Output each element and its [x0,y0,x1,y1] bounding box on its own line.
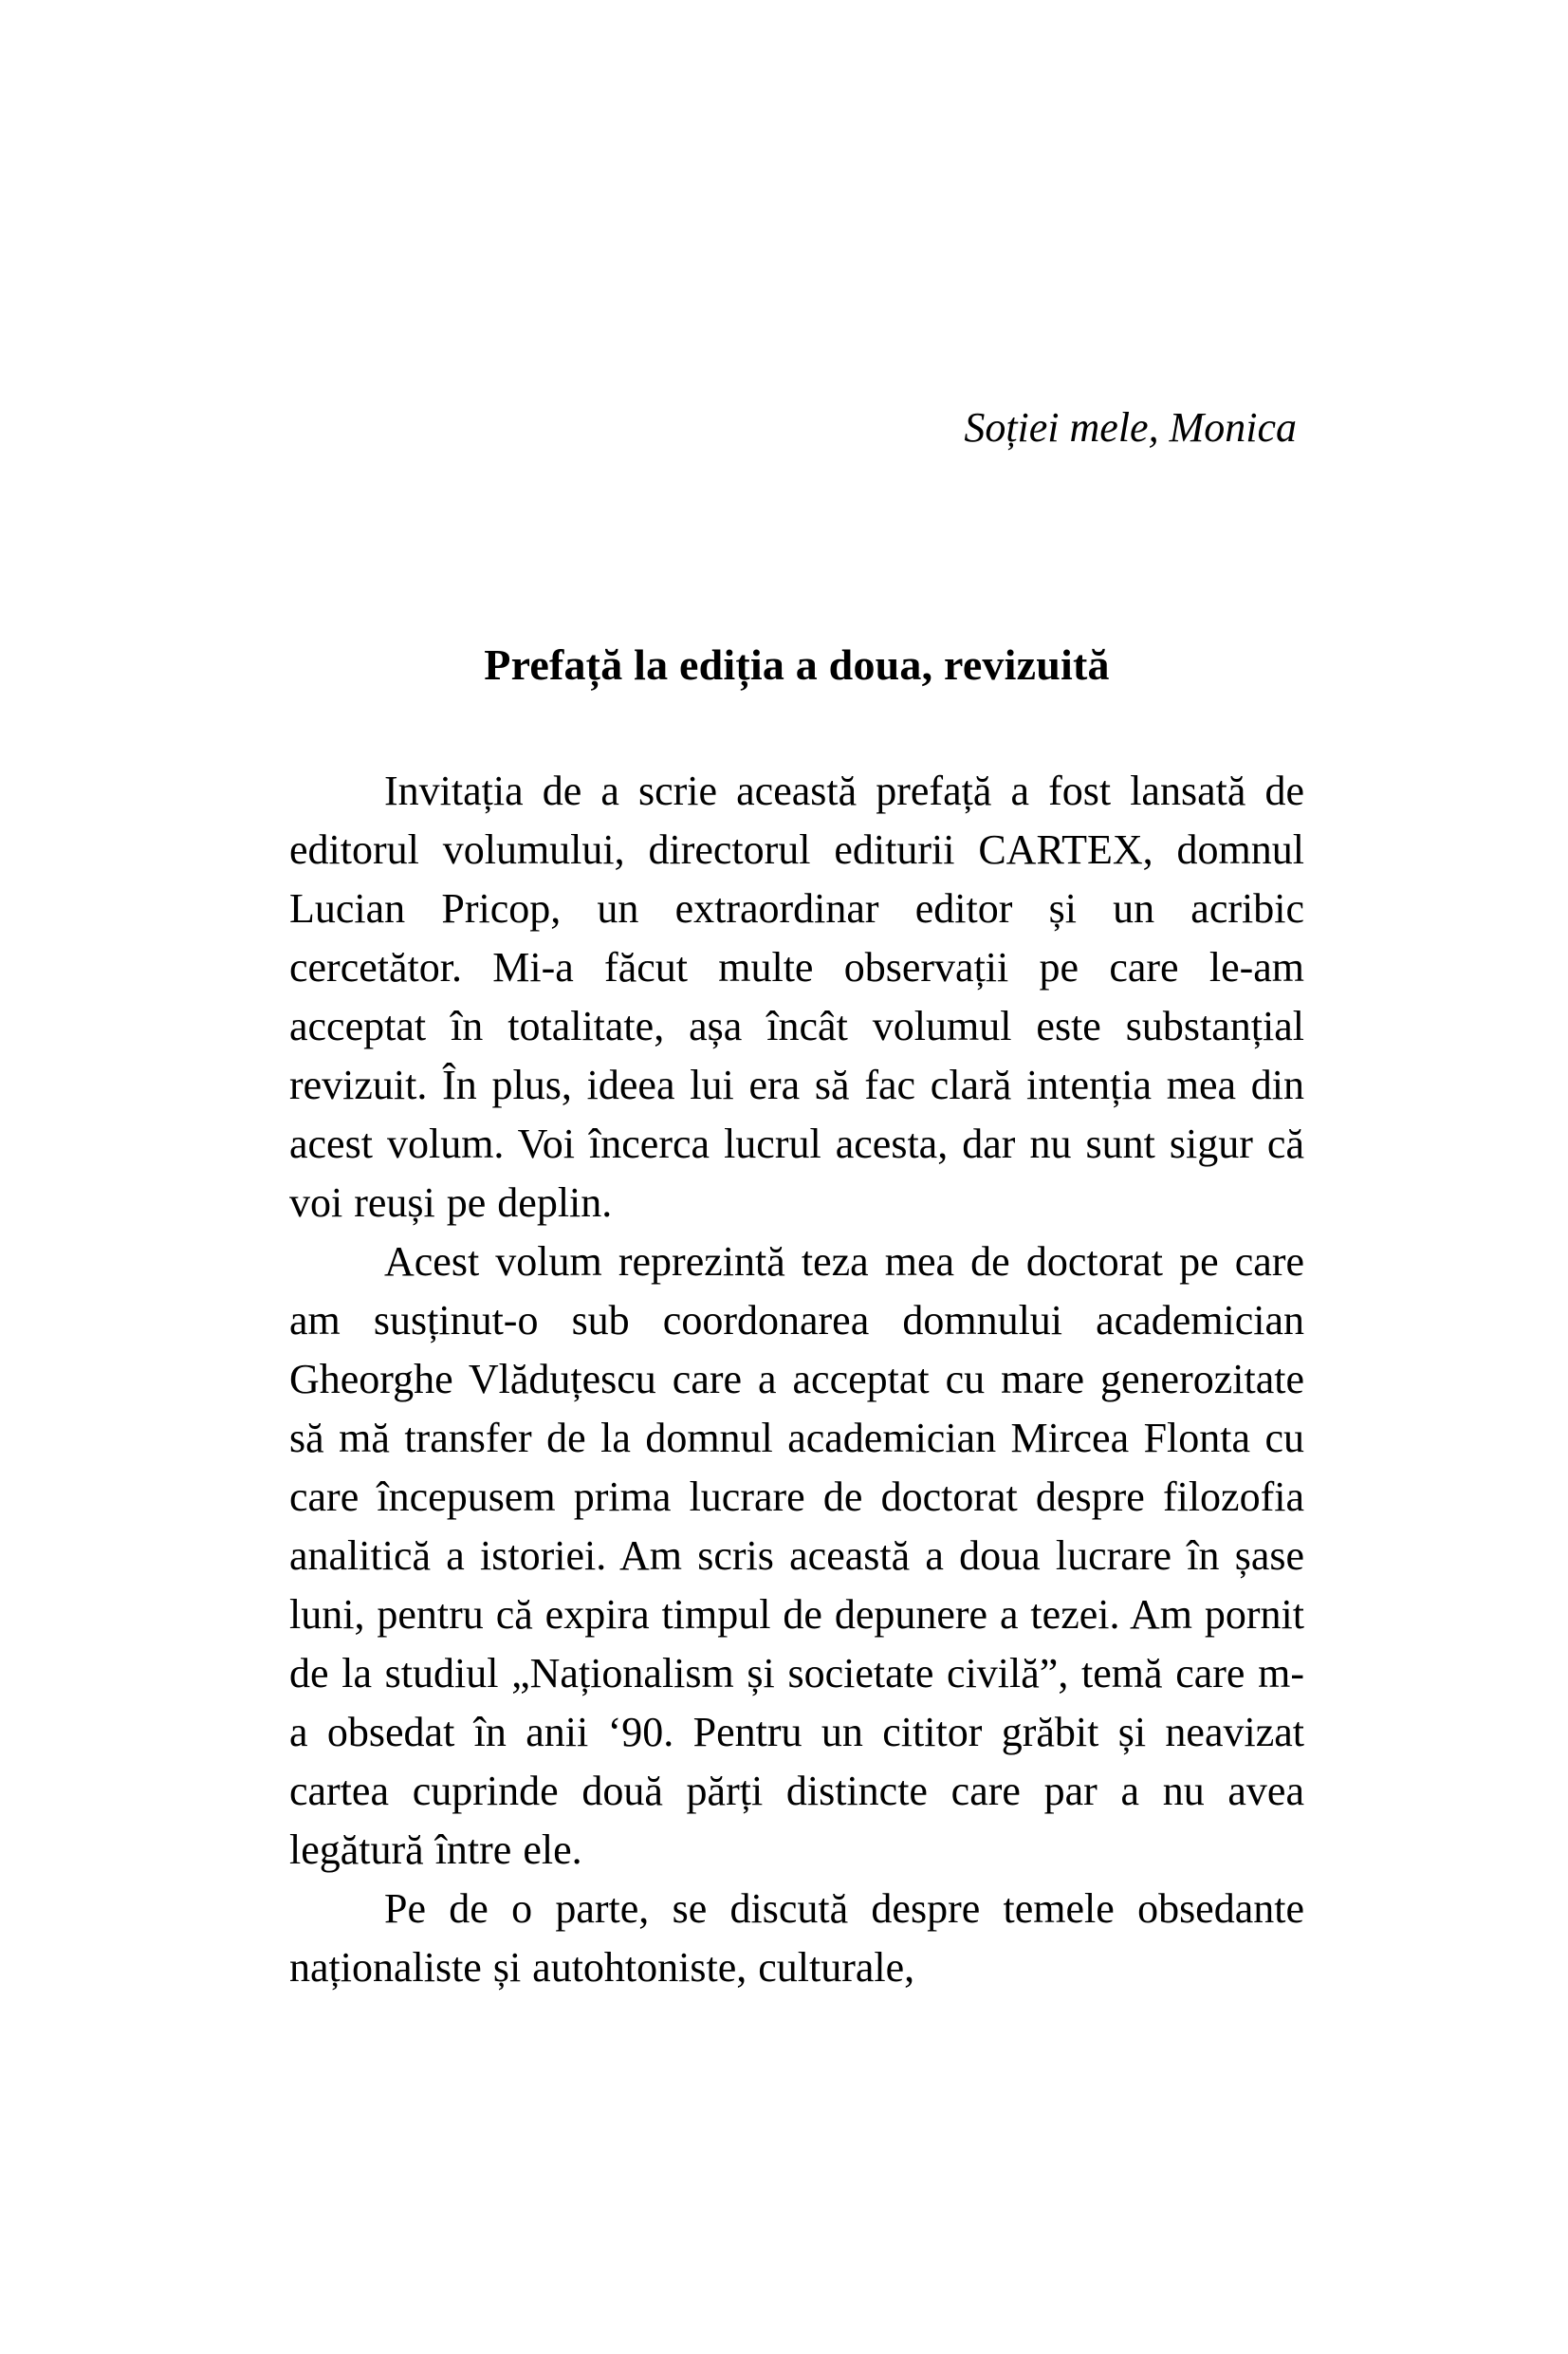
body-text [289,762,1304,1997]
body-paragraph: Acest volum reprezintă teza mea de doctorat pe care am susținut-o sub coordonarea domnului academician Gheorghe Vlăduțescu care a acceptat cu mare generozitate să mă transfer de la domnul academician Mircea Flonta cu care începusem prima lucrare de doctorat despre filozofia analitică a istoriei. Am scris această a doua lucrare în șase luni, pentru că expira timpul de depunere a tezei. Am pornit de la studiul „Naționalism și societate civilă”, temă care m-a obsedat în anii ‘90. Pentru un cititor grăbit și neavizat cartea cuprinde două părți distincte care par a nu avea legătură între ele. [289,1238,1304,1873]
body-paragraph: Pe de o parte, se discută despre temele obsedante naționaliste și autohtoniste, culturale, [289,1885,1304,1991]
dedication-text: Soției mele, Monica [964,404,1297,451]
body-paragraph: Invitația de a scrie această prefață a fost lansată de editorul volumului, directorul editurii CARTEX, domnul Lucian Pricop, un extraordinar editor și un acribic cercetător. Mi-a făcut multe observații pe care le-am acceptat în totalitate, așa încât volumul este substanțial revizuit. În plus, ideea lui era să fac clară intenția mea din acest volum. Voi încerca lucrul acesta, dar nu sunt sigur că voi reuși pe deplin. [289,768,1304,1226]
page-title: Prefață la ediția a doua, revizuită [484,640,1110,689]
